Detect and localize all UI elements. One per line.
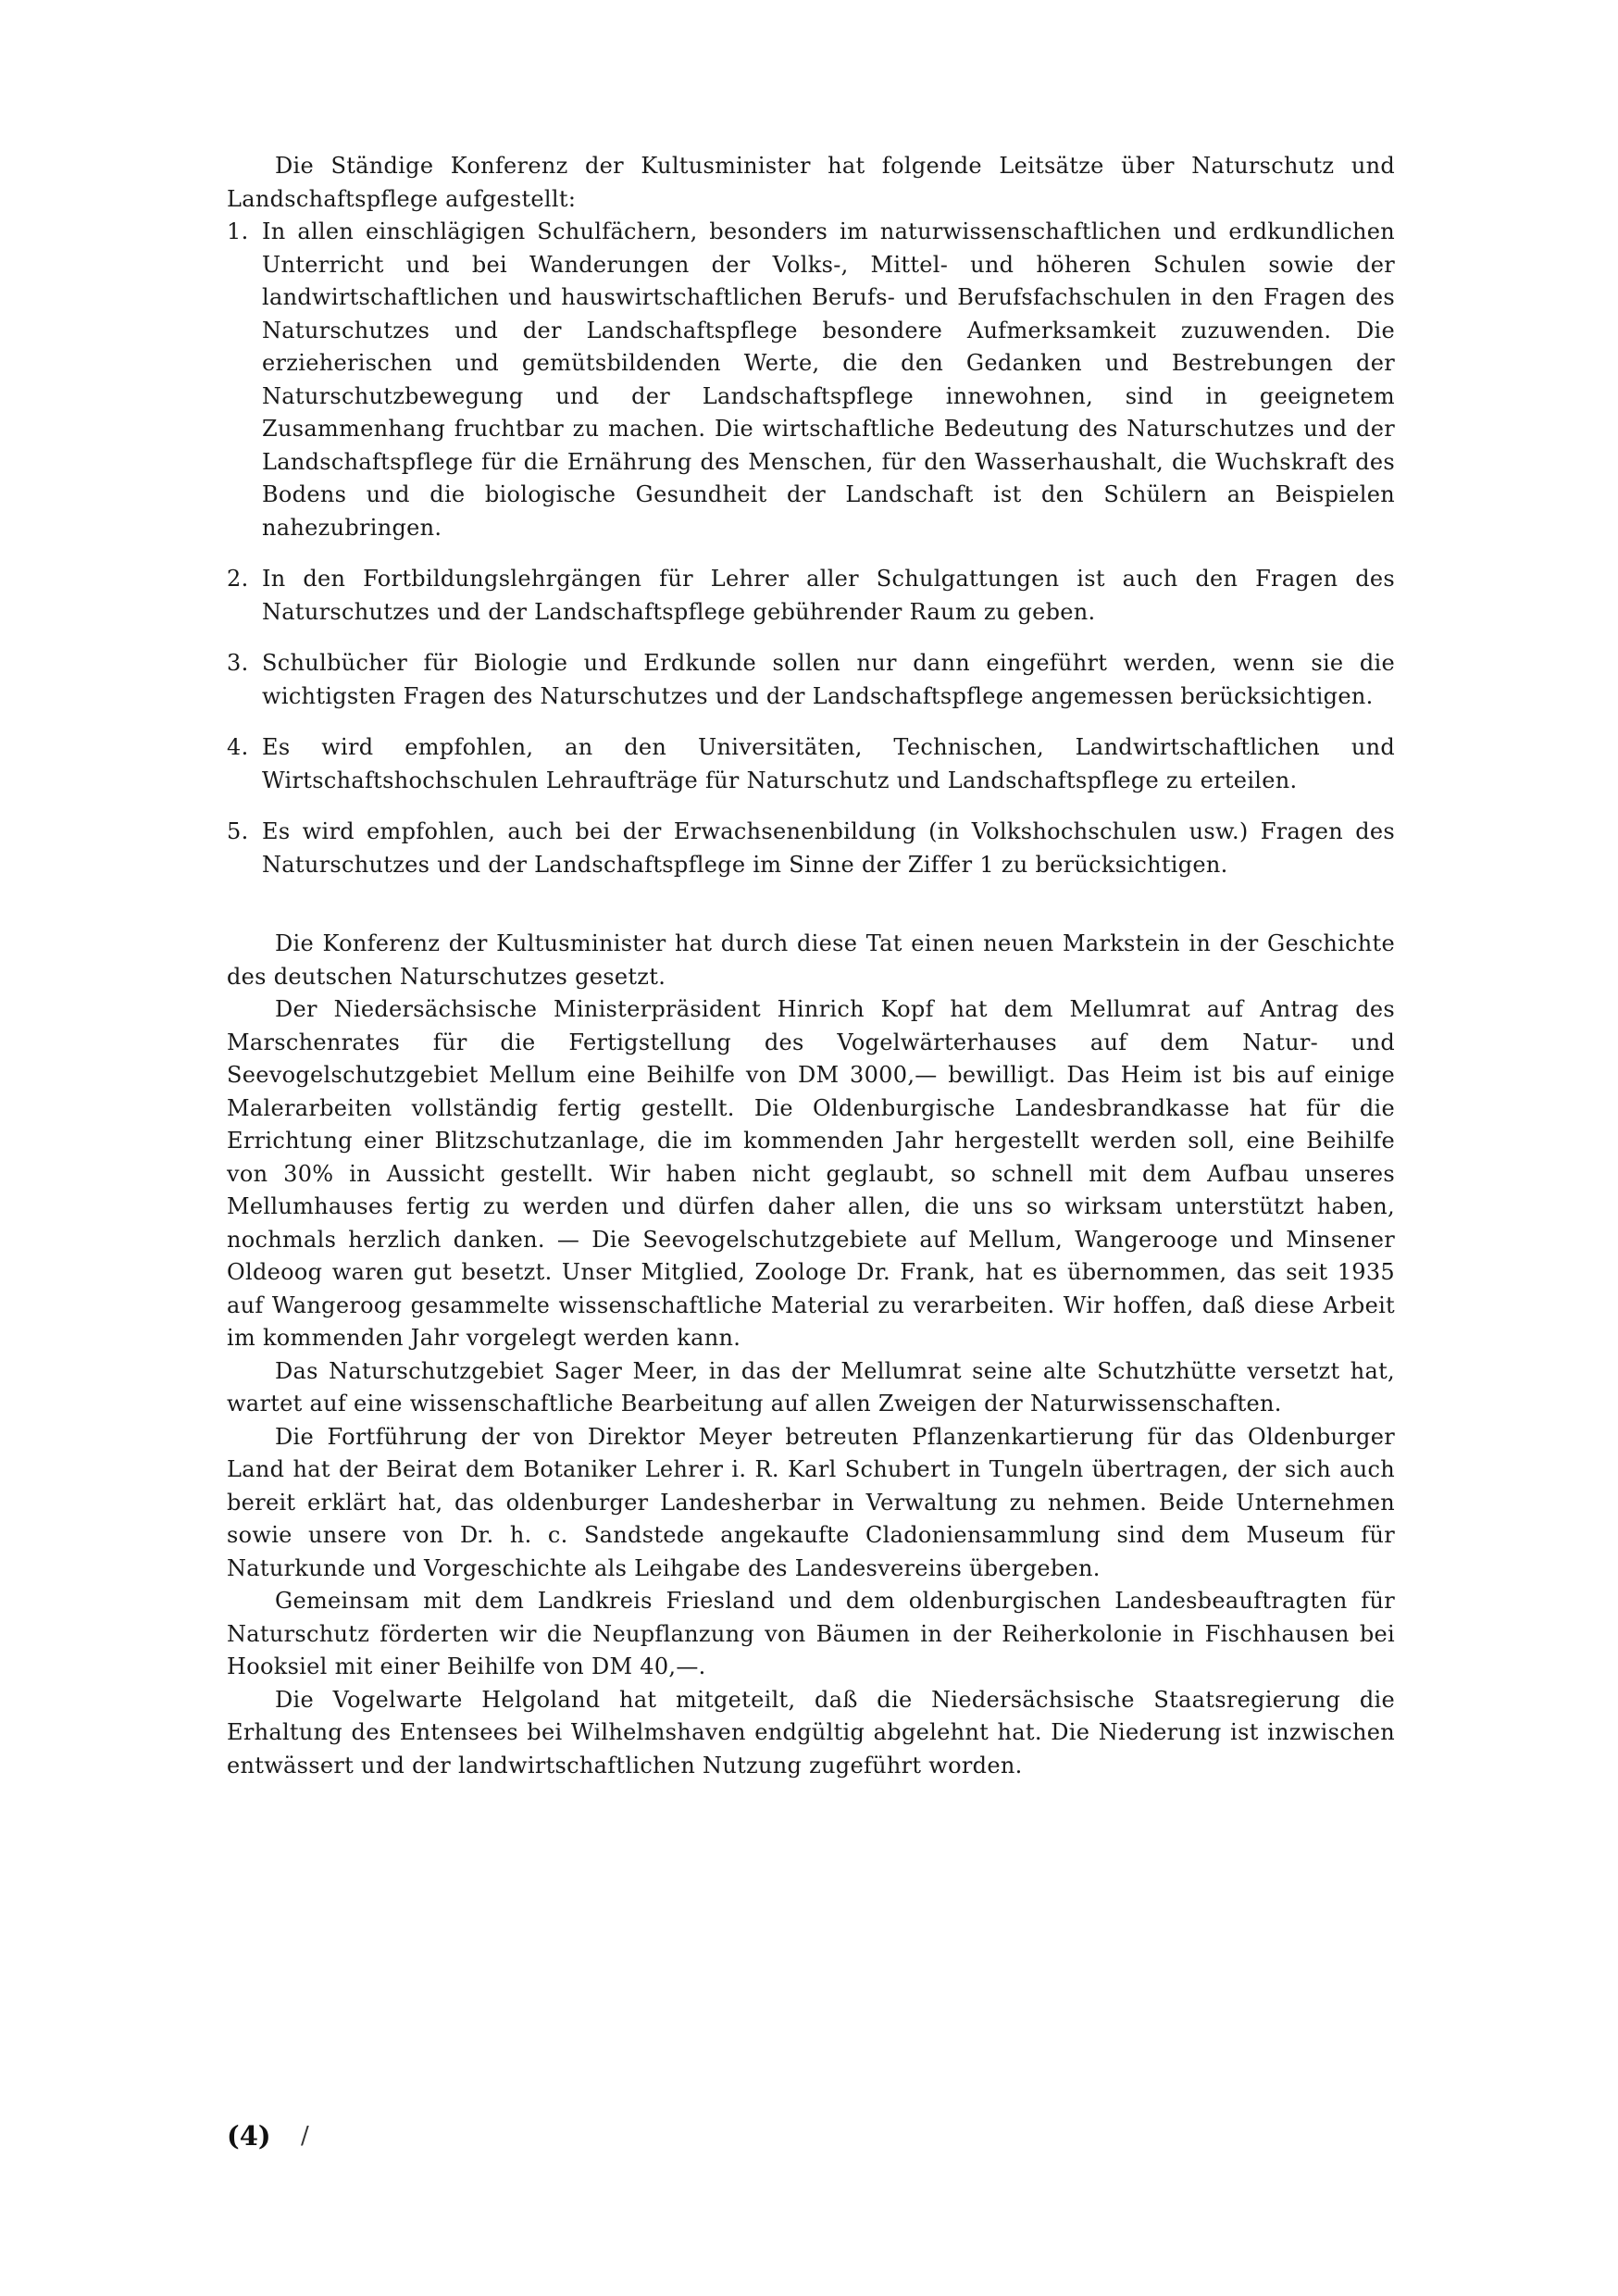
list-item-number: 3. [227, 650, 249, 676]
list-item-number: 5. [227, 818, 249, 844]
sager-meer-paragraph: Das Naturschutzgebiet Sager Meer, in das der Mellumrat seine alte Schutzhütte versetzt hat, wartet auf eine wissenschaftliche Bearbeitung auf allen Zweigen der Naturwissenschaften. [227, 1357, 1395, 1416]
list-item-text: In den Fortbildungslehrgängen für Lehrer aller Schulgattungen ist auch den Fragen des Naturschutzes und der Landschaftspflege gebührender Raum zu geben. [262, 566, 1395, 625]
list-item [227, 816, 1395, 881]
page-number: (4) [227, 2120, 271, 2152]
list-item-number: 4. [227, 734, 249, 760]
list-item [227, 216, 1395, 544]
list-item [227, 731, 1395, 797]
list-item-text: In allen einschlägigen Schulfächern, besonders im naturwissenschaftlichen und erdkundlichen Unterricht und bei Wanderungen der Volks-, Mittel- und höheren Schulen sowie der landwirtschaftlichen und hauswirtschaftlichen Berufs- und Berufsfachschulen in den Fragen des Naturschutzes und der Landschaftspflege besondere Aufmerksamkeit zuzuwenden. Die erzieherischen und gemütsbildenden Werte, die den Gedanken und Bestrebungen der Naturschutzbewegung und der Landschaftspflege innewohnen, sind in geeignetem Zusammenhang fruchtbar zu machen. Die wirtschaftliche Bedeutung des Naturschutzes und der Landschaftspflege für die Ernährung des Menschen, für den Wasserhaushalt, die Wuchskraft des Bodens und die biologische Gesundheit der Landschaft ist den Schülern an Beispielen nahezubringen. [262, 218, 1395, 541]
heron-colony-paragraph: Gemeinsam mit dem Landkreis Friesland und dem oldenburgischen Landesbeauftragten für Naturschutz förderten wir die Neupflanzung von Bäumen in der Reiherkolonie in Fischhausen bei Hooksiel mit einer Beihilfe von DM 40,—. [227, 1588, 1395, 1679]
document-body [227, 150, 1395, 1782]
list-item-text: Schulbücher für Biologie und Erdkunde sollen nur dann eingeführt werden, wenn sie die wichtigsten Fragen des Naturschutzes und der Landschaftspflege angemessen berücksichtigen. [262, 650, 1395, 709]
plant-mapping-paragraph: Die Fortführung der von Direktor Meyer betreuten Pflanzenkartierung für das Oldenburger Land hat der Beirat dem Botaniker Lehrer i. R. Karl Schubert in Tungeln übertragen, der sich auch bereit erklärt hat, das oldenburger Landesherbar in Verwaltung zu nehmen. Beide Unternehmen sowie unsere von Dr. h. c. Sandstede angekaufte Cladoniensammlung sind dem Museum für Naturkunde und Vorgeschichte als Leihgabe des Landesvereins übergeben. [227, 1423, 1395, 1581]
intro-paragraph: Die Ständige Konferenz der Kultusminister hat folgende Leitsätze über Naturschutz und Landschaftspflege aufgestellt: [227, 153, 1395, 212]
mellum-paragraph: Der Niedersächsische Ministerpräsident Hinrich Kopf hat dem Mellumrat auf Antrag des Marschenrates für die Fertigstellung des Vogelwärterhauses auf dem Natur- und Seevogelschutzgebiet Mellum eine Beihilfe von DM 3000,— bewilligt. Das Heim ist bis auf einige Malerarbeiten vollständig fertig gestellt. Die Oldenburgische Landesbrandkasse hat für die Errichtung einer Blitzschutzanlage, die im kommenden Jahr hergestellt werden soll, eine Beihilfe von 30% in Aussicht gestellt. Wir haben nicht geglaubt, so schnell mit dem Aufbau unseres Mellumhauses fertig zu werden und dürfen daher allen, die uns so wirksam unterstützt haben, nochmals herzlich danken. — Die Seevogelschutzgebiete auf Mellum, Wangerooge und Minsener Oldeoog waren gut besetzt. Unser Mitglied, Zoologe Dr. Frank, hat es übernommen, das seit 1935 auf Wangeroog gesammelte wissenschaftliche Material zu verarbeiten. Wir hoffen, daß diese Arbeit im kommenden Jahr vorgelegt werden kann. [227, 996, 1395, 1351]
entensee-paragraph: Die Vogelwarte Helgoland hat mitgeteilt, daß die Niedersächsische Staatsregierung die Erhaltung des Entensees bei Wilhelmshaven endgültig abgelehnt hat. Die Niederung ist inzwischen entwässert und der landwirtschaftlichen Nutzung zugeführt worden. [227, 1686, 1395, 1778]
guidelines-list [227, 216, 1395, 881]
list-item-number: 1. [227, 218, 249, 244]
list-item-text: Es wird empfohlen, auch bei der Erwachsenenbildung (in Volkshochschulen usw.) Fragen des Naturschutzes und der Landschaftspflege im Sinne der Ziffer 1 zu berücksichtigen. [262, 818, 1395, 878]
list-item-number: 2. [227, 566, 249, 592]
list-item-text: Es wird empfohlen, an den Universitäten, Technischen, Landwirtschaftlichen und Wirtschaftshochschulen Lehraufträge für Naturschutz und Landschaftspflege zu erteilen. [262, 734, 1395, 793]
list-item [227, 647, 1395, 713]
pencil-mark: / [301, 2122, 309, 2150]
conference-paragraph: Die Konferenz der Kultusminister hat durch diese Tat einen neuen Markstein in der Geschichte des deutschen Naturschutzes gesetzt. [227, 930, 1395, 990]
list-item [227, 563, 1395, 629]
